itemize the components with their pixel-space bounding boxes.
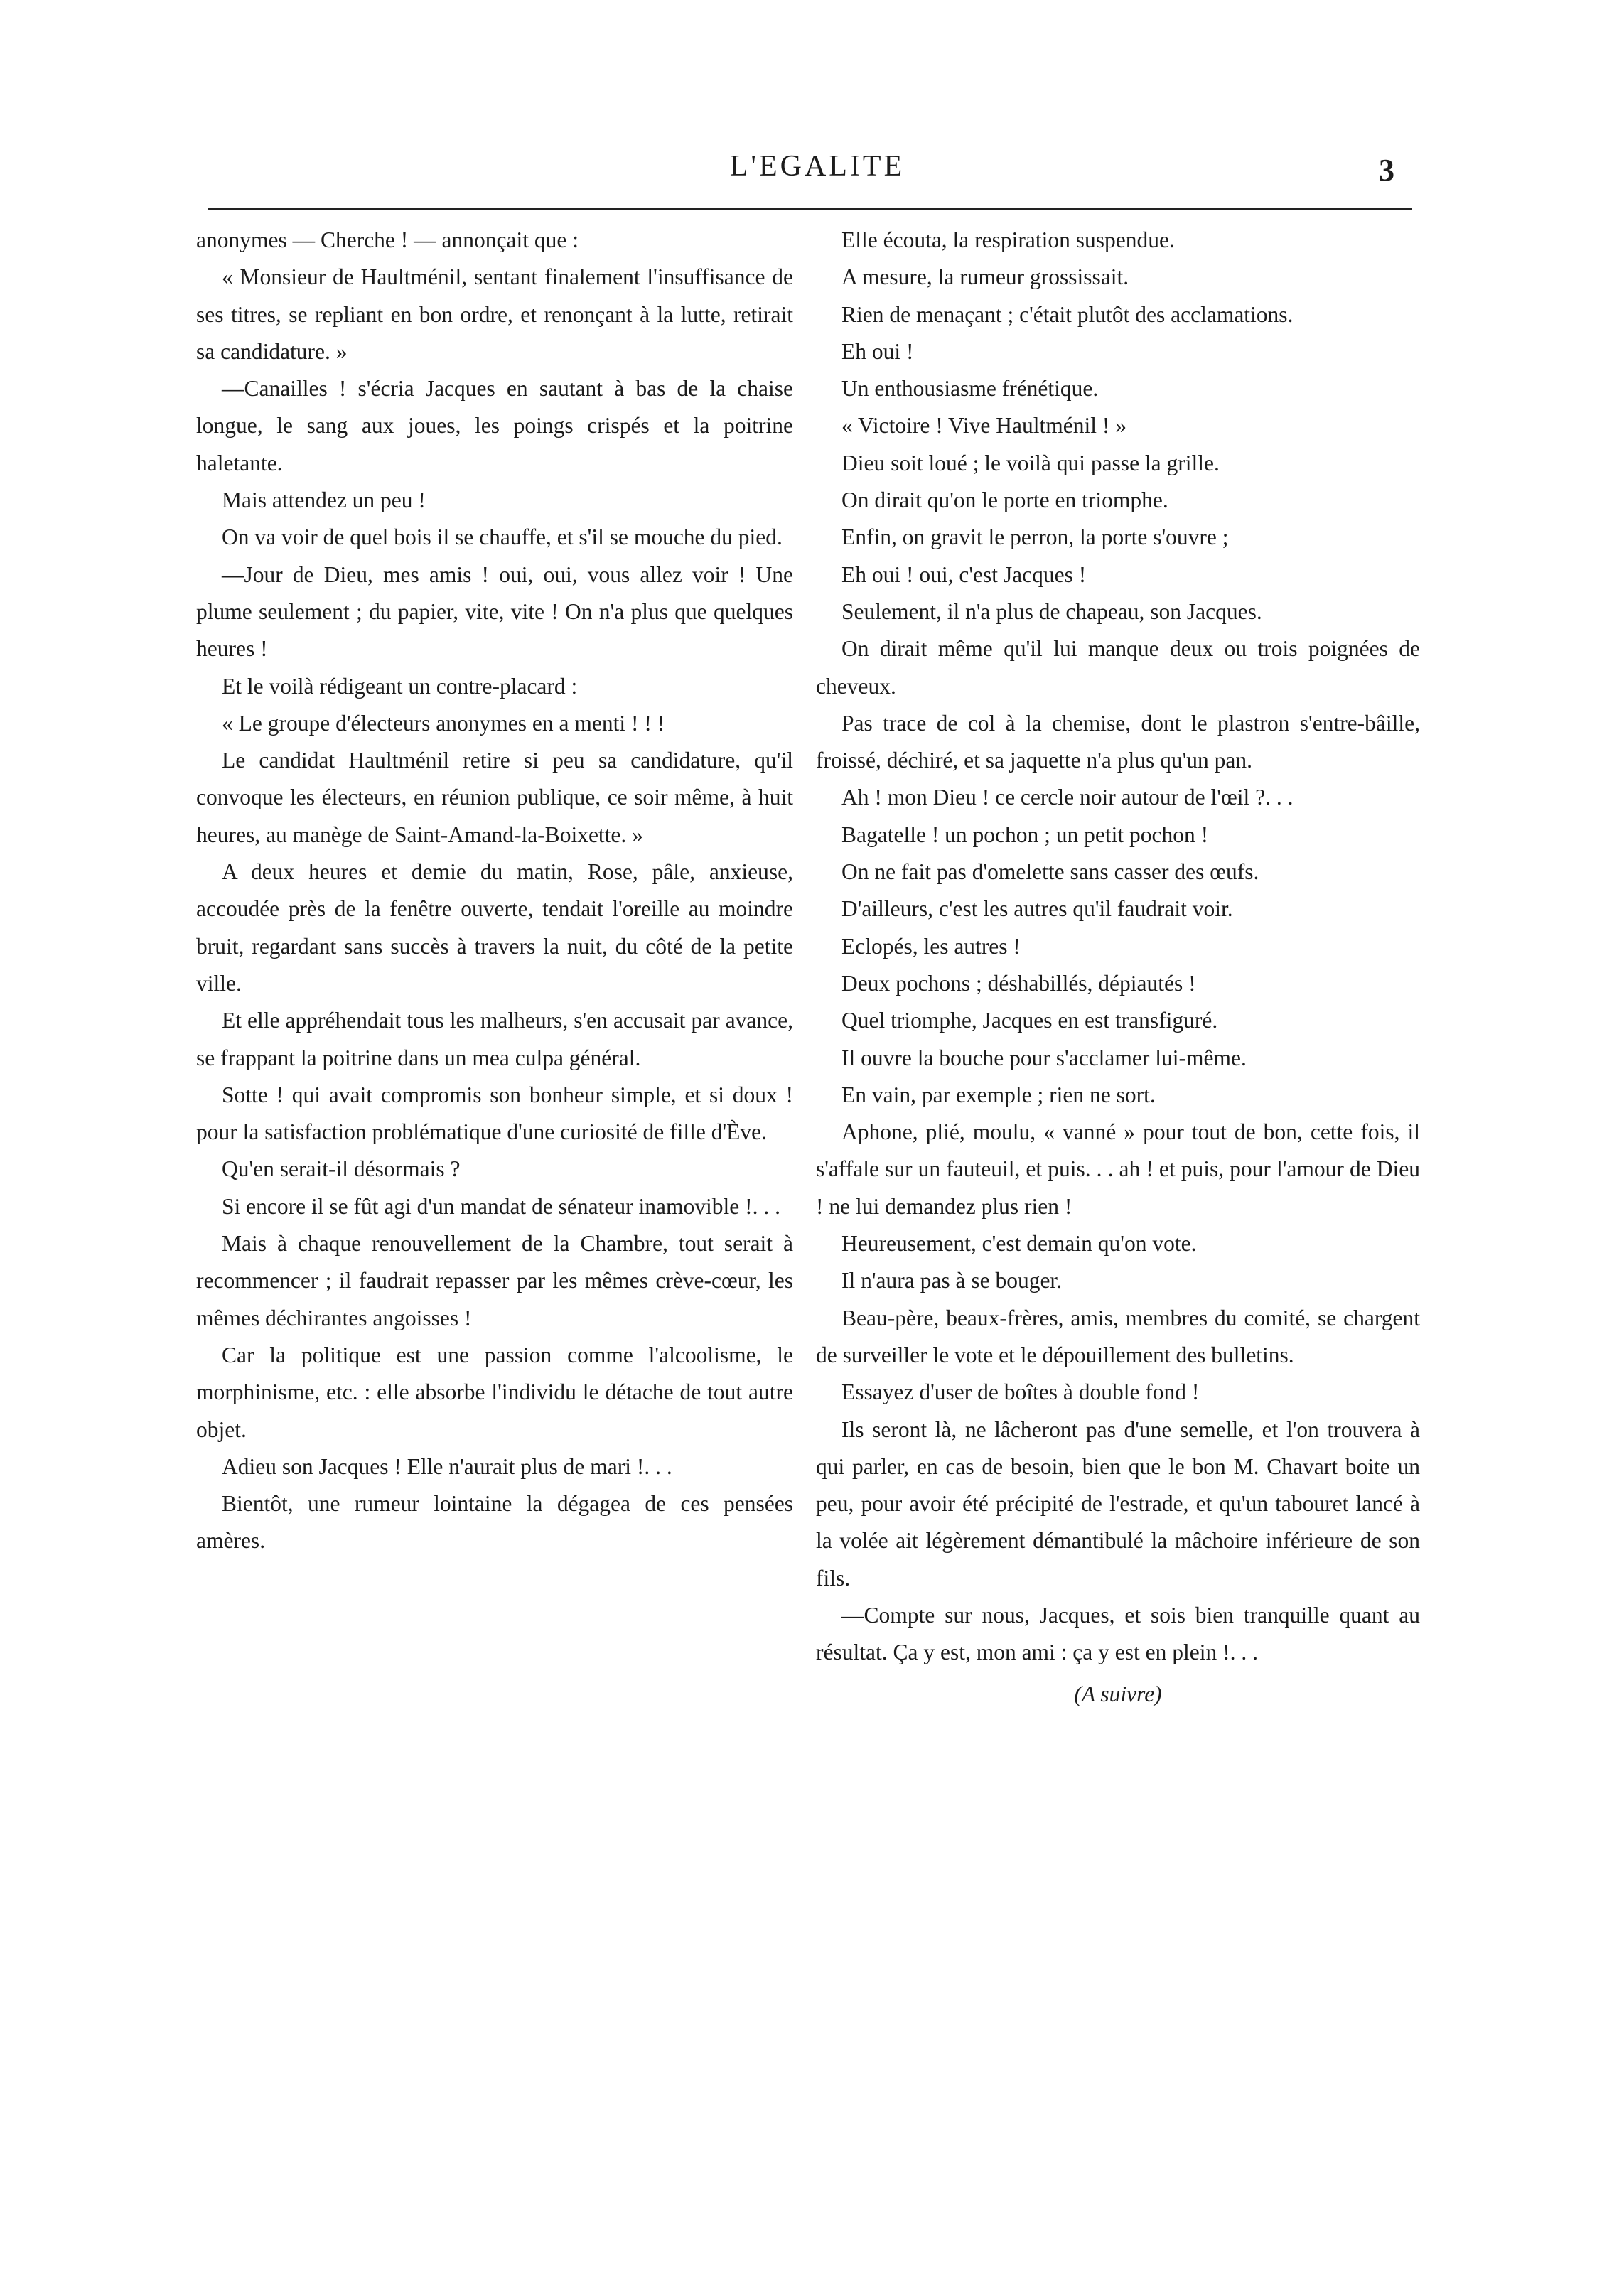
paragraph: « Monsieur de Haultménil, sentant finalement l'insuffisance de ses titres, se repliant en bon ordre, et renonçant à la lutte, retirait sa candidature. »	[196, 264, 793, 364]
paragraph: —Compte sur nous, Jacques, et sois bien tranquille quant au résultat. Ça y est, mon ami : ça y est en plein !. . .	[816, 1602, 1420, 1665]
paragraph: Si encore il se fût agi d'un mandat de sénateur inamovible !. . .	[222, 1193, 780, 1219]
paragraph: Beau-père, beaux-frères, amis, membres du comité, se chargent de surveiller le vote et le dépouillement des bulletins.	[816, 1305, 1420, 1367]
paragraph: « Victoire ! Vive Haultménil ! »	[841, 413, 1126, 439]
paragraph: « Le groupe d'électeurs anonymes en a menti ! ! !	[222, 710, 665, 736]
paragraph: Un enthousiasme frénétique.	[841, 376, 1099, 402]
paragraph: D'ailleurs, c'est les autres qu'il faudrait voir.	[841, 896, 1233, 922]
paragraph: Mais attendez un peu !	[222, 488, 426, 513]
paragraph: Eclopés, les autres !	[841, 933, 1021, 959]
paragraph: Enfin, on gravit le perron, la porte s'ouvre ;	[841, 525, 1229, 550]
paragraph: anonymes — Cherche ! — annonçait que :	[196, 227, 579, 252]
running-head	[0, 149, 1624, 199]
paragraph: Eh oui !	[841, 338, 914, 364]
paragraph: Rien de menaçant ; c'était plutôt des acclamations.	[841, 301, 1294, 327]
paragraph: Et le voilà rédigeant un contre-placard :	[222, 673, 578, 699]
paragraph: A mesure, la rumeur grossissait.	[841, 264, 1129, 290]
right-column	[816, 222, 1420, 2141]
paragraph: Dieu soit loué ; le voilà qui passe la grille.	[841, 450, 1220, 475]
page-title: L'EGALITE	[729, 150, 905, 183]
paragraph: Ils seront là, ne lâcheront pas d'une semelle, et l'on trouvera à qui parler, en cas de besoin, bien que le bon M. Chavart boite un peu, pour avoir été précipité de l'estrade, et qu'un tabouret lancé à la volée ait légèrement démantibulé la mâchoire inférieure de son fils.	[816, 1416, 1420, 1591]
paragraph: Il n'aura pas à se bouger.	[841, 1268, 1063, 1293]
paragraph: Ah ! mon Dieu ! ce cercle noir autour de l'œil ?. . .	[841, 785, 1294, 810]
paragraph: Bagatelle ! un pochon ; un petit pochon !	[841, 822, 1209, 847]
left-column	[196, 222, 793, 2141]
paragraph: Pas trace de col à la chemise, dont le plastron s'entre-bâille, froissé, déchiré, et sa jaquette n'a plus qu'un pan.	[816, 710, 1420, 773]
paragraph: On ne fait pas d'omelette sans casser des œufs.	[841, 859, 1259, 885]
to-be-continued-note: (A suivre)	[1074, 1681, 1162, 1706]
paragraph: On dirait même qu'il lui manque deux ou trois poignées de cheveux.	[816, 636, 1420, 699]
page-number: 3	[1379, 153, 1394, 188]
paragraph: Il ouvre la bouche pour s'acclamer lui-même.	[841, 1045, 1247, 1070]
paragraph: Mais à chaque renouvellement de la Chambre, tout serait à recommencer ; il faudrait repasser par les mêmes crève-cœur, les mêmes déchirantes angoisses !	[196, 1231, 793, 1330]
paragraph: Heureusement, c'est demain qu'on vote.	[841, 1231, 1197, 1257]
paragraph: Essayez d'user de boîtes à double fond !	[841, 1379, 1200, 1405]
paragraph: On dirait qu'on le porte en triomphe.	[841, 488, 1168, 513]
paragraph: Bientôt, une rumeur lointaine la dégagea de ces pensées amères.	[196, 1491, 793, 1554]
paragraph: A deux heures et demie du matin, Rose, pâle, anxieuse, accoudée près de la fenêtre ouverte, tendait l'oreille au moindre bruit, regardant sans succès à travers la nuit, du côté de la petite ville.	[196, 859, 793, 996]
paragraph: Quel triomphe, Jacques en est transfiguré.	[841, 1008, 1218, 1033]
paragraph: Adieu son Jacques ! Elle n'aurait plus de mari !. . .	[222, 1453, 672, 1479]
paragraph: Aphone, plié, moulu, « vanné » pour tout de bon, cette fois, il s'affale sur un fauteuil, et puis. . . ah ! et puis, pour l'amour de Dieu ! ne lui demandez plus rien !	[816, 1119, 1420, 1219]
paragraph: En vain, par exemple ; rien ne sort.	[841, 1082, 1156, 1107]
paragraph: Sotte ! qui avait compromis son bonheur simple, et si doux ! pour la satisfaction problématique d'une curiosité de fille d'Ève.	[196, 1082, 793, 1145]
paragraph: Deux pochons ; déshabillés, dépiautés !	[841, 970, 1196, 996]
paragraph: —Jour de Dieu, mes amis ! oui, oui, vous allez voir ! Une plume seulement ; du papier, vite, vite ! On n'a plus que quelques heures !	[196, 561, 793, 662]
paragraph: Le candidat Haultménil retire si peu sa candidature, qu'il convoque les électeurs, en réunion publique, ce soir même, à huit heures, au manège de Saint-Amand-la-Boixette. »	[196, 748, 793, 847]
paragraph: Eh oui ! oui, c'est Jacques !	[841, 561, 1087, 587]
paragraph: Qu'en serait-il désormais ?	[222, 1156, 461, 1182]
paragraph: Car la politique est une passion comme l'alcoolisme, le morphinisme, etc. : elle absorbe l'individu le détache de tout autre objet.	[196, 1342, 793, 1442]
paragraph: On va voir de quel bois il se chauffe, et s'il se mouche du pied.	[222, 525, 783, 550]
paragraph: Seulement, il n'a plus de chapeau, son Jacques.	[841, 598, 1262, 624]
header-rule	[208, 208, 1412, 210]
paragraph: Elle écouta, la respiration suspendue.	[841, 227, 1175, 252]
paragraph: —Canailles ! s'écria Jacques en sautant à bas de la chaise longue, le sang aux joues, les poings crispés et la poitrine haletante.	[196, 376, 793, 475]
paragraph: Et elle appréhendait tous les malheurs, s'en accusait par avance, se frappant la poitrine dans un mea culpa général.	[196, 1008, 793, 1070]
